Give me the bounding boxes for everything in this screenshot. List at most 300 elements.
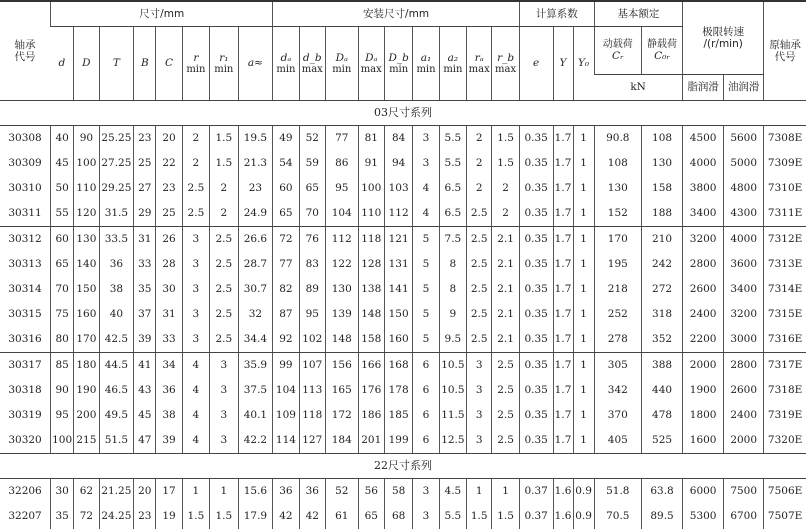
table-cell: 110 (74, 176, 99, 201)
bearing-code-cell: 30314 (0, 277, 51, 302)
old-code-header: 原轴承 代号 (764, 1, 806, 101)
bearing-code-cell: 30312 (0, 227, 51, 253)
bearing-code-cell: 30309 (0, 151, 51, 176)
table-cell: 272 (642, 277, 683, 302)
table-row (0, 327, 806, 353)
table-cell: 17.9 (238, 504, 273, 529)
table-cell: 42.5 (99, 327, 134, 353)
table-cell: 121 (384, 227, 412, 253)
old-code-cell: 7507E (764, 504, 806, 529)
table-row (0, 151, 806, 176)
table-cell: 103 (384, 176, 412, 201)
table-cell: 40 (51, 126, 74, 152)
table-cell: 4 (413, 201, 439, 227)
section-title: 22尺寸系列 (0, 454, 806, 479)
table-cell: 3200 (724, 302, 764, 327)
col-da-min-header: dₐ min (273, 27, 299, 101)
table-cell: 201 (358, 428, 384, 454)
table-cell: 104 (325, 201, 358, 227)
table-cell: 3000 (724, 327, 764, 353)
table-cell: 200 (74, 403, 99, 428)
table-cell: 23 (134, 126, 156, 152)
table-cell: 127 (299, 428, 325, 454)
table-cell: 184 (325, 428, 358, 454)
table-row (0, 126, 806, 152)
table-cell: 388 (642, 353, 683, 379)
table-cell: 112 (384, 201, 412, 227)
table-cell: 158 (642, 176, 683, 201)
table-cell: 52 (299, 126, 325, 152)
table-cell: 130 (642, 151, 683, 176)
table-cell: 81 (358, 126, 384, 152)
rating-unit-header: kN (594, 75, 682, 101)
table-cell: 33 (134, 252, 156, 277)
table-cell: 43 (134, 378, 156, 403)
table-cell: 5 (413, 277, 439, 302)
table-cell: 49 (273, 126, 299, 152)
table-cell: 6000 (683, 479, 724, 505)
table-cell: 0.35 (519, 201, 553, 227)
table-cell: 50 (51, 176, 74, 201)
table-cell: 65 (358, 504, 384, 529)
table-cell: 2400 (724, 403, 764, 428)
table-cell: 4300 (724, 201, 764, 227)
table-cell: 1.7 (553, 428, 573, 454)
table-cell: 4000 (683, 151, 724, 176)
table-cell: 28.7 (238, 252, 273, 277)
table-cell: 1.5 (492, 504, 519, 529)
table-cell: 0.37 (519, 479, 553, 505)
bearing-code-header: 轴承 代号 (0, 1, 51, 101)
table-cell: 17 (156, 479, 182, 505)
table-cell: 55 (51, 201, 74, 227)
table-row (0, 479, 806, 505)
table-cell: 1 (573, 126, 594, 152)
table-cell: 2 (467, 151, 492, 176)
bearing-code-cell: 30320 (0, 428, 51, 454)
table-cell: 118 (358, 227, 384, 253)
table-cell: 1 (573, 252, 594, 277)
col-r1-header: r₁ min (210, 27, 238, 101)
table-cell: 31 (156, 302, 182, 327)
table-cell: 102 (299, 327, 325, 353)
old-code-cell: 7319E (764, 403, 806, 428)
table-cell: 76 (299, 227, 325, 253)
table-cell: 6 (413, 428, 439, 454)
table-cell: 6.5 (439, 176, 466, 201)
col-db-max-header: d_b max (299, 27, 325, 101)
table-cell: 3 (467, 353, 492, 379)
table-cell: 92 (273, 327, 299, 353)
table-cell: 165 (325, 378, 358, 403)
table-cell: 2.1 (492, 252, 519, 277)
table-cell: 4000 (724, 227, 764, 253)
table-cell: 1.7 (553, 403, 573, 428)
bearing-code-cell: 30315 (0, 302, 51, 327)
table-row (0, 353, 806, 379)
table-cell: 33 (156, 327, 182, 353)
table-cell: 3200 (683, 227, 724, 253)
table-cell: 29.25 (99, 176, 134, 201)
table-cell: 10.5 (439, 353, 466, 379)
table-cell: 113 (299, 378, 325, 403)
mounting-dimensions-header: 安装尺寸/mm (273, 1, 520, 27)
table-cell: 99 (273, 353, 299, 379)
table-cell: 44.5 (99, 353, 134, 379)
table-cell: 405 (594, 428, 641, 454)
table-cell: 3 (182, 302, 209, 327)
table-cell: 525 (642, 428, 683, 454)
table-cell: 1.5 (492, 151, 519, 176)
table-cell: 370 (594, 403, 641, 428)
section-title-row (0, 101, 806, 126)
table-cell: 38 (99, 277, 134, 302)
table-cell: 5600 (724, 126, 764, 152)
table-cell: 5.5 (439, 151, 466, 176)
table-cell: 37.5 (238, 378, 273, 403)
table-cell: 1.7 (553, 302, 573, 327)
table-cell: 139 (325, 302, 358, 327)
table-cell: 242 (642, 252, 683, 277)
table-cell: 25 (134, 151, 156, 176)
table-cell: 1 (573, 327, 594, 353)
table-cell: 1600 (683, 428, 724, 454)
table-cell: 1.7 (553, 201, 573, 227)
table-cell: 0.35 (519, 378, 553, 403)
table-cell: 120 (74, 201, 99, 227)
table-cell: 0.35 (519, 252, 553, 277)
table-cell: 1.7 (553, 151, 573, 176)
table-cell: 0.35 (519, 428, 553, 454)
col-C-header: C (156, 27, 182, 101)
table-cell: 2 (492, 176, 519, 201)
table-cell: 23 (134, 504, 156, 529)
table-cell: 138 (358, 277, 384, 302)
table-cell: 45 (134, 403, 156, 428)
table-cell: 210 (642, 227, 683, 253)
table-cell: 108 (642, 126, 683, 152)
table-cell: 148 (325, 327, 358, 353)
old-code-cell: 7318E (764, 378, 806, 403)
table-cell: 84 (384, 126, 412, 152)
table-cell: 1.5 (492, 126, 519, 152)
table-cell: 34 (156, 353, 182, 379)
table-cell: 118 (299, 403, 325, 428)
table-cell: 440 (642, 378, 683, 403)
table-cell: 28 (156, 252, 182, 277)
old-code-cell: 7313E (764, 252, 806, 277)
table-cell: 2.5 (492, 378, 519, 403)
col-Da-min-header: Dₐ min (325, 27, 358, 101)
col-T-header: T (99, 27, 134, 101)
table-cell: 168 (384, 353, 412, 379)
table-cell: 9 (439, 302, 466, 327)
table-cell: 104 (273, 378, 299, 403)
table-cell: 65 (273, 201, 299, 227)
table-cell: 3800 (683, 176, 724, 201)
table-cell: 2.5 (492, 353, 519, 379)
table-cell: 4 (182, 403, 209, 428)
table-cell: 178 (384, 378, 412, 403)
table-cell: 2 (182, 126, 209, 152)
table-cell: 2.1 (492, 302, 519, 327)
table-cell: 0.37 (519, 504, 553, 529)
table-cell: 3 (210, 353, 238, 379)
table-cell: 49.5 (99, 403, 134, 428)
table-cell: 2.5 (182, 176, 209, 201)
table-cell: 7500 (724, 479, 764, 505)
static-load-header: 静载荷 C₀ᵣ (642, 27, 683, 75)
table-cell: 1.6 (553, 504, 573, 529)
table-cell: 152 (594, 201, 641, 227)
table-cell: 1 (573, 176, 594, 201)
bearing-code-cell: 30318 (0, 378, 51, 403)
table-cell: 36 (99, 252, 134, 277)
old-code-cell: 7506E (764, 479, 806, 505)
table-cell: 33.5 (99, 227, 134, 253)
table-cell: 8 (439, 252, 466, 277)
basic-rating-header: 基本额定 (594, 1, 682, 27)
oil-lubrication-header: 油润滑 (724, 75, 764, 101)
table-cell: 4.5 (439, 479, 466, 505)
table-cell: 1.6 (553, 479, 573, 505)
table-cell: 38 (156, 403, 182, 428)
table-cell: 3 (182, 277, 209, 302)
table-cell: 1 (467, 479, 492, 505)
table-cell: 2.1 (492, 227, 519, 253)
table-cell: 188 (642, 201, 683, 227)
table-cell: 252 (594, 302, 641, 327)
table-cell: 122 (325, 252, 358, 277)
table-cell: 30 (51, 479, 74, 505)
table-cell: 140 (74, 252, 99, 277)
table-cell: 1.5 (210, 126, 238, 152)
table-row (0, 176, 806, 201)
table-cell: 23 (156, 176, 182, 201)
table-cell: 3 (210, 378, 238, 403)
table-body (0, 101, 806, 529)
table-cell: 150 (74, 277, 99, 302)
table-cell: 1.7 (553, 252, 573, 277)
table-cell: 1.7 (553, 227, 573, 253)
table-cell: 89 (299, 277, 325, 302)
table-cell: 158 (358, 327, 384, 353)
table-cell: 3 (467, 403, 492, 428)
table-cell: 2.5 (210, 302, 238, 327)
table-cell: 2.5 (182, 201, 209, 227)
table-cell: 100 (358, 176, 384, 201)
table-cell: 42 (299, 504, 325, 529)
table-cell: 156 (325, 353, 358, 379)
table-cell: 27.25 (99, 151, 134, 176)
col-r-header: r min (182, 27, 209, 101)
table-cell: 172 (325, 403, 358, 428)
old-code-cell: 7310E (764, 176, 806, 201)
table-cell: 1900 (683, 378, 724, 403)
table-cell: 70 (299, 201, 325, 227)
table-cell: 1.5 (210, 151, 238, 176)
table-cell: 4 (182, 428, 209, 454)
table-cell: 5.5 (439, 126, 466, 152)
table-cell: 10.5 (439, 378, 466, 403)
table-cell: 30.7 (238, 277, 273, 302)
col-Da-max-header: Dₐ max (358, 27, 384, 101)
table-cell: 130 (594, 176, 641, 201)
table-cell: 36 (273, 479, 299, 505)
table-cell: 352 (642, 327, 683, 353)
table-cell: 2 (210, 201, 238, 227)
table-cell: 2 (210, 176, 238, 201)
grease-lubrication-header: 脂润滑 (683, 75, 724, 101)
table-cell: 35.9 (238, 353, 273, 379)
table-cell: 1 (573, 277, 594, 302)
table-cell: 27 (134, 176, 156, 201)
table-cell: 2.5 (467, 252, 492, 277)
table-cell: 60 (51, 227, 74, 253)
table-cell: 3 (413, 126, 439, 152)
table-cell: 148 (358, 302, 384, 327)
col-a-header: a≈ (238, 27, 273, 101)
table-cell: 80 (51, 327, 74, 353)
calc-factors-header: 计算系数 (519, 1, 594, 27)
table-cell: 25 (156, 201, 182, 227)
table-cell: 40 (99, 302, 134, 327)
table-cell: 2400 (683, 302, 724, 327)
table-cell: 65 (51, 252, 74, 277)
table-cell: 82 (273, 277, 299, 302)
table-cell: 77 (273, 252, 299, 277)
table-cell: 86 (325, 151, 358, 176)
table-cell: 160 (74, 302, 99, 327)
table-cell: 215 (74, 428, 99, 454)
table-cell: 39 (156, 428, 182, 454)
table-cell: 2.5 (467, 201, 492, 227)
table-cell: 170 (74, 327, 99, 353)
table-cell: 90 (51, 378, 74, 403)
table-cell: 0.35 (519, 353, 553, 379)
table-cell: 24.9 (238, 201, 273, 227)
table-row (0, 378, 806, 403)
table-cell: 318 (642, 302, 683, 327)
table-cell: 54 (273, 151, 299, 176)
table-cell: 2.5 (210, 227, 238, 253)
table-cell: 3 (210, 403, 238, 428)
table-cell: 29 (134, 201, 156, 227)
table-cell: 51.5 (99, 428, 134, 454)
table-cell: 100 (51, 428, 74, 454)
table-cell: 2.5 (467, 227, 492, 253)
table-cell: 40.1 (238, 403, 273, 428)
table-cell: 65 (299, 176, 325, 201)
table-cell: 47 (134, 428, 156, 454)
table-cell: 3 (182, 327, 209, 353)
table-cell: 42 (273, 504, 299, 529)
table-cell: 30 (156, 277, 182, 302)
old-code-cell: 7309E (764, 151, 806, 176)
table-cell: 87 (273, 302, 299, 327)
table-cell: 3400 (724, 277, 764, 302)
table-cell: 36 (156, 378, 182, 403)
table-cell: 109 (273, 403, 299, 428)
bearing-code-cell: 30310 (0, 176, 51, 201)
table-cell: 95 (51, 403, 74, 428)
table-cell: 160 (384, 327, 412, 353)
table-cell: 56 (358, 479, 384, 505)
table-cell: 9.5 (439, 327, 466, 353)
table-cell: 70 (51, 277, 74, 302)
table-cell: 278 (594, 327, 641, 353)
table-cell: 114 (273, 428, 299, 454)
table-cell: 2.5 (210, 252, 238, 277)
table-cell: 150 (384, 302, 412, 327)
table-cell: 0.35 (519, 302, 553, 327)
table-cell: 185 (384, 403, 412, 428)
table-cell: 100 (74, 151, 99, 176)
table-cell: 20 (156, 126, 182, 152)
table-cell: 342 (594, 378, 641, 403)
bearing-code-cell: 30317 (0, 353, 51, 379)
old-code-cell: 7315E (764, 302, 806, 327)
table-cell: 26.6 (238, 227, 273, 253)
table-cell: 166 (358, 353, 384, 379)
table-cell: 1.7 (553, 327, 573, 353)
table-cell: 6 (413, 353, 439, 379)
table-cell: 31 (134, 227, 156, 253)
table-cell: 22 (156, 151, 182, 176)
table-cell: 1 (492, 479, 519, 505)
table-cell: 2 (467, 176, 492, 201)
table-cell: 75 (51, 302, 74, 327)
table-cell: 8 (439, 277, 466, 302)
table-cell: 1.7 (553, 277, 573, 302)
table-cell: 60 (273, 176, 299, 201)
table-cell: 2.5 (210, 327, 238, 353)
table-cell: 24.25 (99, 504, 134, 529)
table-cell: 2.1 (492, 277, 519, 302)
table-cell: 1 (573, 151, 594, 176)
table-cell: 51.8 (594, 479, 641, 505)
table-cell: 195 (594, 252, 641, 277)
table-cell: 35 (51, 504, 74, 529)
table-cell: 35 (134, 277, 156, 302)
table-row (0, 504, 806, 529)
table-cell: 59 (299, 151, 325, 176)
table-cell: 63.8 (642, 479, 683, 505)
table-cell: 478 (642, 403, 683, 428)
table-cell: 12.5 (439, 428, 466, 454)
table-cell: 41 (134, 353, 156, 379)
table-cell: 2.5 (492, 428, 519, 454)
table-cell: 91 (358, 151, 384, 176)
table-cell: 42.2 (238, 428, 273, 454)
table-cell: 2000 (683, 353, 724, 379)
table-cell: 2 (492, 201, 519, 227)
table-cell: 141 (384, 277, 412, 302)
table-cell: 6 (413, 403, 439, 428)
col-Y0-header: Y₀ (573, 27, 594, 101)
table-cell: 95 (325, 176, 358, 201)
table-cell: 0.35 (519, 126, 553, 152)
table-cell: 11.5 (439, 403, 466, 428)
table-cell: 1.7 (553, 176, 573, 201)
table-cell: 3 (210, 428, 238, 454)
table-cell: 170 (594, 227, 641, 253)
table-cell: 6 (413, 378, 439, 403)
header-row-groups (0, 1, 806, 27)
table-cell: 0.9 (573, 479, 594, 505)
table-cell: 3 (182, 252, 209, 277)
col-D-header: D (74, 27, 99, 101)
